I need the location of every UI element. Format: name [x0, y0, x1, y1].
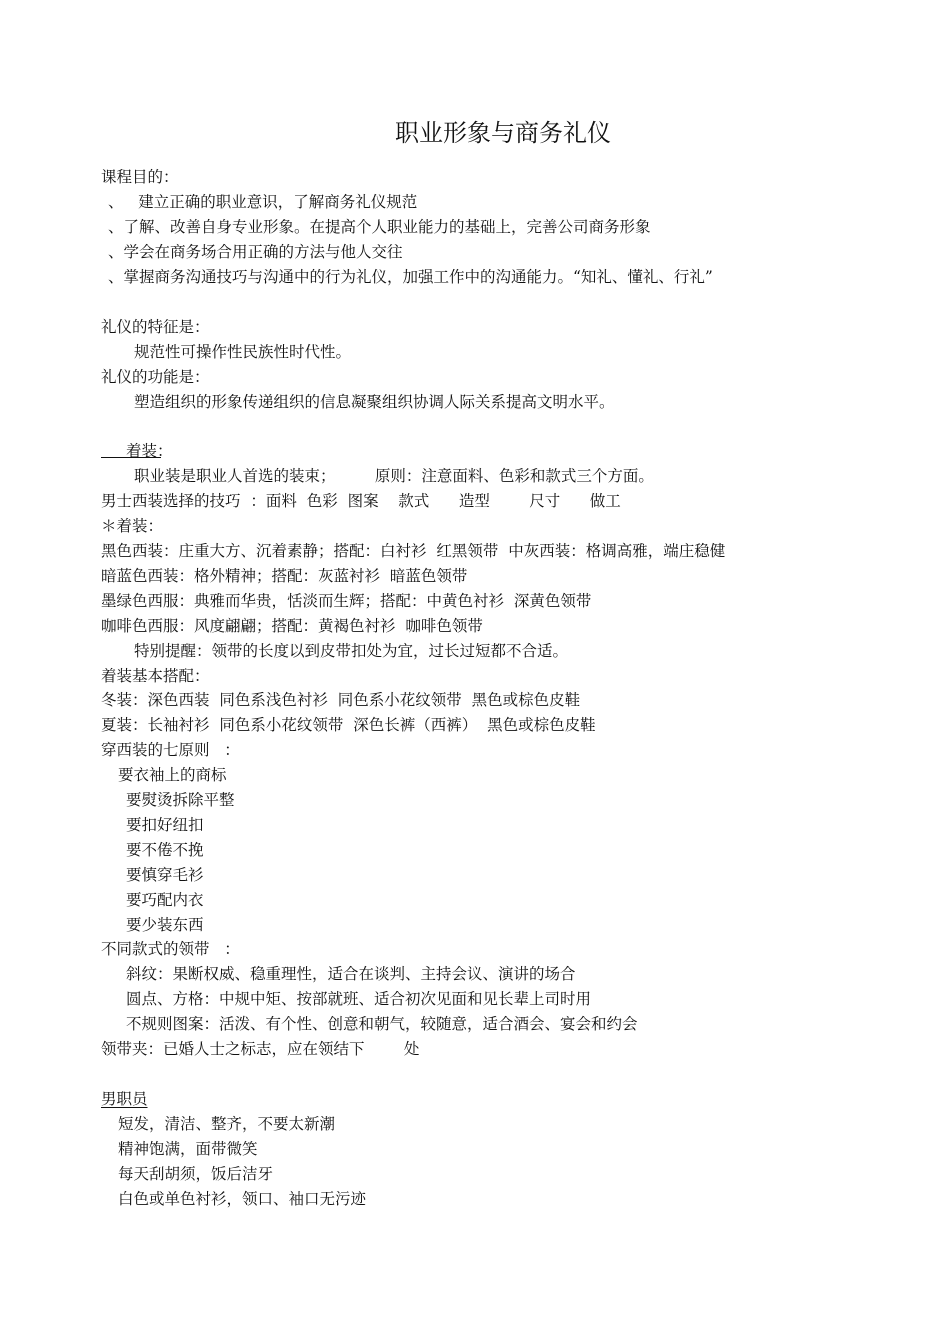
male-staff-item: 短发，清洁、整齐，不要太新潮: [118, 1115, 336, 1133]
winter-outfit: 冬装：深色西装 同色系浅色衬衫 同色系小花纹领带 黑色或棕色皮鞋: [101, 691, 581, 709]
tie-clip-note: 领带夹：已婚人士之标志，应在领结下 处: [101, 1040, 420, 1058]
features-text: 规范性可操作性民族性时代性。: [134, 343, 352, 361]
tie-style-item: 斜纹：果断权威、稳重理性，适合在谈判、主持会议、演讲的场合: [126, 965, 576, 983]
basic-matching-heading: 着装基本搭配：: [101, 667, 210, 685]
male-staff-item: 白色或单色衬衫，领口、袖口无污迹: [118, 1190, 367, 1208]
dress-heading-mark: ：: [157, 442, 173, 460]
suit-selection-skills: 男士西装选择的技巧 ：面料 色彩 图案 款式 造型 尺寸 做工: [101, 492, 621, 510]
suit-color-line: 暗蓝色西装：格外精神；搭配：灰蓝衬衫 暗蓝色领带: [101, 567, 468, 585]
principle-item: 要巧配内衣: [126, 891, 204, 909]
tie-style-item: 不规则图案：活泼、有个性、创意和朝气，较随意，适合酒会、宴会和约会: [126, 1015, 638, 1033]
principle-item: 要扣好纽扣: [126, 816, 204, 834]
objectives-heading: 课程目的：: [101, 168, 179, 186]
dress-intro: 职业装是职业人首选的装束； 原则：注意面料、色彩和款式三个方面。: [134, 467, 654, 485]
dress-star-heading: ＊着装：: [101, 517, 164, 535]
objective-item: 、了解、改善自身专业形象。在提高个人职业能力的基础上，完善公司商务形象: [108, 218, 651, 236]
principle-item: 要慎穿毛衫: [126, 866, 204, 884]
tie-styles-heading: 不同款式的领带 ：: [101, 940, 240, 958]
summer-outfit: 夏装：长袖衬衫 同色系小花纹领带 深色长裤（西裤） 黑色或棕色皮鞋: [101, 716, 596, 734]
suit-color-line: 咖啡色西服：风度翩翩；搭配：黄褐色衬衫 咖啡色领带: [101, 617, 483, 635]
principle-item: 要少装东西: [126, 916, 204, 934]
suit-color-line: 墨绿色西服：典雅而华贵，恬淡而生辉；搭配：中黄色衬衫 深黄色领带: [101, 592, 592, 610]
tie-style-item: 圆点、方格：中规中矩、按部就班、适合初次见面和见长辈上司时用: [126, 990, 592, 1008]
objective-item: 、学会在商务场合用正确的方法与他人交往: [108, 243, 403, 261]
functions-text: 塑造组织的形象传递组织的信息凝聚组织协调人际关系提高文明水平。: [134, 393, 615, 411]
male-staff-item: 精神饱满，面带微笑: [118, 1140, 258, 1158]
objective-item: 、掌握商务沟通技巧与沟通中的行为礼仪，加强工作中的沟通能力。“知礼、懂礼、行礼”: [108, 268, 713, 286]
seven-principles-heading: 穿西装的七原则 ：: [101, 741, 240, 759]
dress-heading-text: 着装: [126, 442, 158, 460]
document-title: 职业形象与商务礼仪: [395, 119, 611, 147]
dress-heading: [126, 440, 173, 462]
suit-color-line: 黑色西装：庄重大方、沉着素静；搭配：白衬衫 红黑领带 中灰西装：格调高雅，端庄稳健: [101, 542, 726, 560]
male-staff-heading: 男职员: [101, 1090, 148, 1108]
objective-item: 、 建立正确的职业意识，了解商务礼仪规范: [108, 193, 418, 211]
male-staff-item: 每天刮胡须，饭后洁牙: [118, 1165, 274, 1183]
principle-item: 要衣袖上的商标: [118, 766, 227, 784]
special-reminder: 特别提醒：领带的长度以到皮带扣处为宜，过长过短都不合适。: [134, 642, 569, 660]
principle-item: 要不倦不挽: [126, 841, 204, 859]
principle-item: 要熨烫拆除平整: [126, 791, 235, 809]
features-heading: 礼仪的特征是：: [101, 318, 210, 336]
functions-heading: 礼仪的功能是：: [101, 368, 210, 386]
